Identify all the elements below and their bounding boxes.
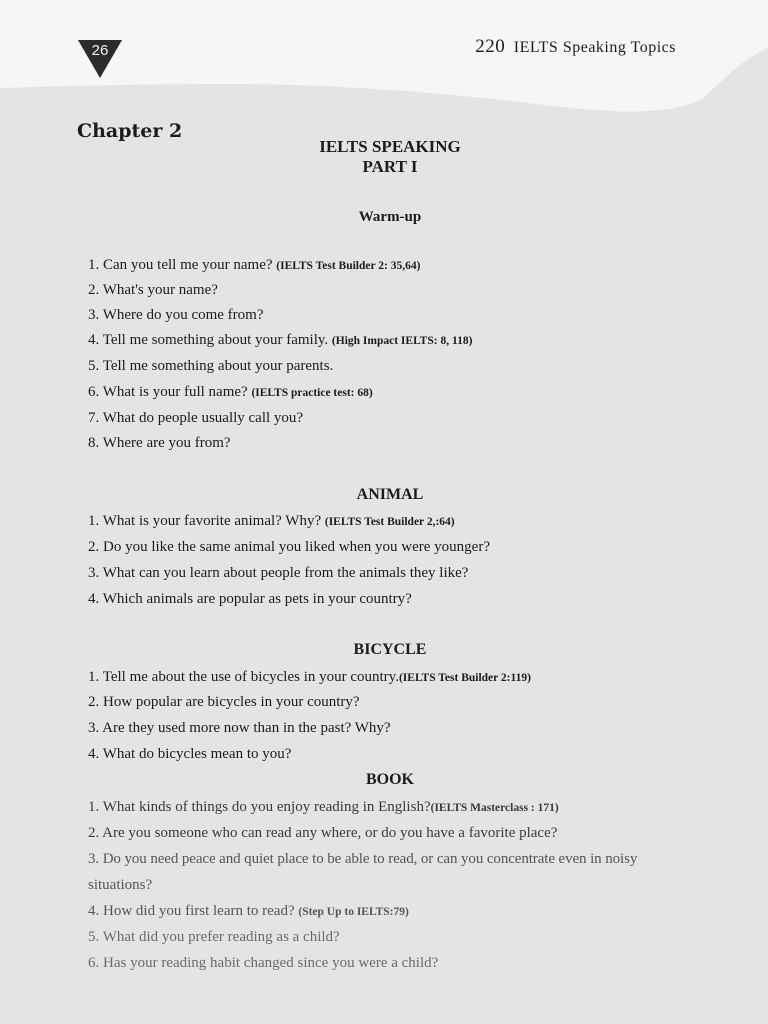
question-text: 6. What is your full name? xyxy=(88,384,252,400)
chapter-heading: Chapter 2 xyxy=(77,120,183,142)
question-reference: (IELTS Test Builder 2: 35,64) xyxy=(276,260,421,272)
question-item xyxy=(88,565,468,582)
question-item xyxy=(88,720,391,737)
question-text: 2. How popular are bicycles in your country? xyxy=(88,694,360,710)
question-text: 4. How did you first learn to read? xyxy=(88,903,299,919)
book-number: 220 xyxy=(475,36,506,57)
question-text: 1. What is your favorite animal? Why? xyxy=(88,513,325,529)
question-item xyxy=(88,746,291,763)
question-reference: (IELTS Test Builder 2:119) xyxy=(398,672,531,684)
question-item xyxy=(88,955,438,972)
question-text: 4. Which animals are popular as pets in your country? xyxy=(88,591,412,607)
question-item xyxy=(88,694,360,711)
question-text: 5. What did you prefer reading as a child? xyxy=(88,929,340,945)
question-item xyxy=(88,903,409,920)
question-item-continuation xyxy=(88,877,152,894)
page-number: 26 xyxy=(91,42,109,59)
page-title-line1: IELTS SPEAKING xyxy=(319,137,461,156)
page-number-badge xyxy=(76,40,124,80)
question-text: 1. Can you tell me your name? xyxy=(88,257,277,273)
question-item xyxy=(88,435,231,452)
question-text: 8. Where are you from? xyxy=(88,435,231,451)
section-heading-warm-up: Warm-up xyxy=(358,209,422,225)
question-text: 2. Are you someone who can read any where, or do you have a favorite place? xyxy=(88,825,558,841)
question-text: 3. Do you need peace and quiet place to be able to read, or can you concentrate even in noisy xyxy=(88,851,638,867)
question-item xyxy=(88,669,531,686)
question-text: 1. Tell me about the use of bicycles in your country. xyxy=(88,669,399,685)
question-item xyxy=(88,384,373,401)
question-item xyxy=(88,410,303,427)
question-item xyxy=(88,825,557,842)
question-item xyxy=(88,799,559,816)
question-item xyxy=(88,282,218,299)
question-reference: (IELTS Test Builder 2,:64) xyxy=(324,516,455,528)
question-text: 6. Has your reading habit changed since you were a child? xyxy=(88,955,439,971)
book-title: IELTS Speaking Topics xyxy=(513,39,676,56)
question-text: situations? xyxy=(88,877,153,893)
question-item xyxy=(88,332,472,349)
question-text: 2. What's your name? xyxy=(88,282,218,298)
question-text: 3. What can you learn about people from the animals they like? xyxy=(88,565,469,581)
question-item xyxy=(88,591,412,608)
question-text: 3. Are they used more now than in the past? Why? xyxy=(88,720,391,736)
question-item xyxy=(88,513,455,530)
question-text: 7. What do people usually call you? xyxy=(88,410,304,426)
question-text: 1. What kinds of things do you enjoy reading in English? xyxy=(88,799,431,815)
question-text: 3. Where do you come from? xyxy=(88,307,264,323)
question-reference: (Step Up to IELTS:79) xyxy=(298,906,409,918)
page-title-line2: PART I xyxy=(362,157,418,176)
question-text: 2. Do you like the same animal you liked when you were younger? xyxy=(88,539,490,555)
question-item xyxy=(88,539,490,556)
question-item xyxy=(88,257,420,274)
question-reference: (IELTS practice test: 68) xyxy=(251,387,373,399)
section-heading-book: BOOK xyxy=(365,771,414,788)
question-text: 4. What do bicycles mean to you? xyxy=(88,746,292,762)
section-heading-bicycle: BICYCLE xyxy=(353,641,427,658)
question-reference: (High Impact IELTS: 8, 118) xyxy=(331,335,473,347)
section-heading-animal: ANIMAL xyxy=(356,486,424,503)
question-text: 4. Tell me something about your family. xyxy=(88,332,332,348)
question-item xyxy=(88,929,340,946)
question-item xyxy=(88,358,333,375)
question-item xyxy=(88,307,264,324)
question-text: 5. Tell me something about your parents. xyxy=(88,358,334,374)
running-head xyxy=(475,36,676,58)
question-reference: (IELTS Masterclass : 171) xyxy=(430,802,559,814)
question-item xyxy=(88,851,637,868)
